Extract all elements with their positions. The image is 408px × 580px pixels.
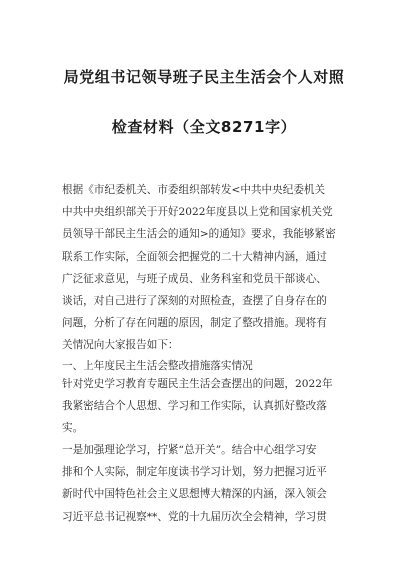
paragraph-line: 根据《市纪委机关、市委组织部转发<中共中央纪委机关 [62,184,326,196]
intro-paragraph [62,179,348,357]
section-heading: 一、上年度民主生活会整改措施落实情况 [62,360,253,372]
paragraph-line: 针对党史学习教育专题民主生活会查摆出的问题，2022年 [62,378,333,390]
paragraph-line: 新时代中国特色社会主义思想博大精深的内涵，深入领会 [62,488,327,501]
paragraph-line: 一是加强理论学习，拧紧“总开关”。结合中心组学习安 [62,444,317,456]
paragraph-line: 谈话，对自己进行了深刻的对照检查，查摆了自身存在的 [62,294,327,307]
paragraph-line: 中共中央组织部关于开好2022年度县以上党和国家机关党 [62,206,333,219]
paragraph-line: 习近平总书记视察**、党的十九届历次全会精神，学习贯 [62,510,327,523]
document-title-line-1: 局党组书记领导班子民主生活会个人对照 [63,68,345,86]
section-1-paragraph [62,373,348,440]
paragraph-line: 关情况向大家报告如下： [62,339,179,352]
paragraph-line: 联系工作实际，全面领会把握党的二十大精神内涵，通过 [62,250,327,263]
paragraph-line: 实。 [62,422,84,435]
paragraph-line: 广泛征求意见，与班子成员、业务科室和党员干部谈心、 [62,272,327,285]
paragraph-line: 问题，分析了存在问题的原因，制定了整改措施。现将有 [62,317,327,330]
paragraph-line: 员领导干部民主生活会的通知>的通知》要求，我能够紧密 [62,228,336,241]
paragraph-line: 排和个人实际，制定年度读书学习计划，努力把握习近平 [62,466,327,479]
paragraph-line: 我紧密结合个人思想、学习和工作实际，认真抓好整改落 [62,400,327,413]
document-title-line-2: 检查材料（全文8271字） [111,118,297,136]
point-1-paragraph [62,439,348,528]
